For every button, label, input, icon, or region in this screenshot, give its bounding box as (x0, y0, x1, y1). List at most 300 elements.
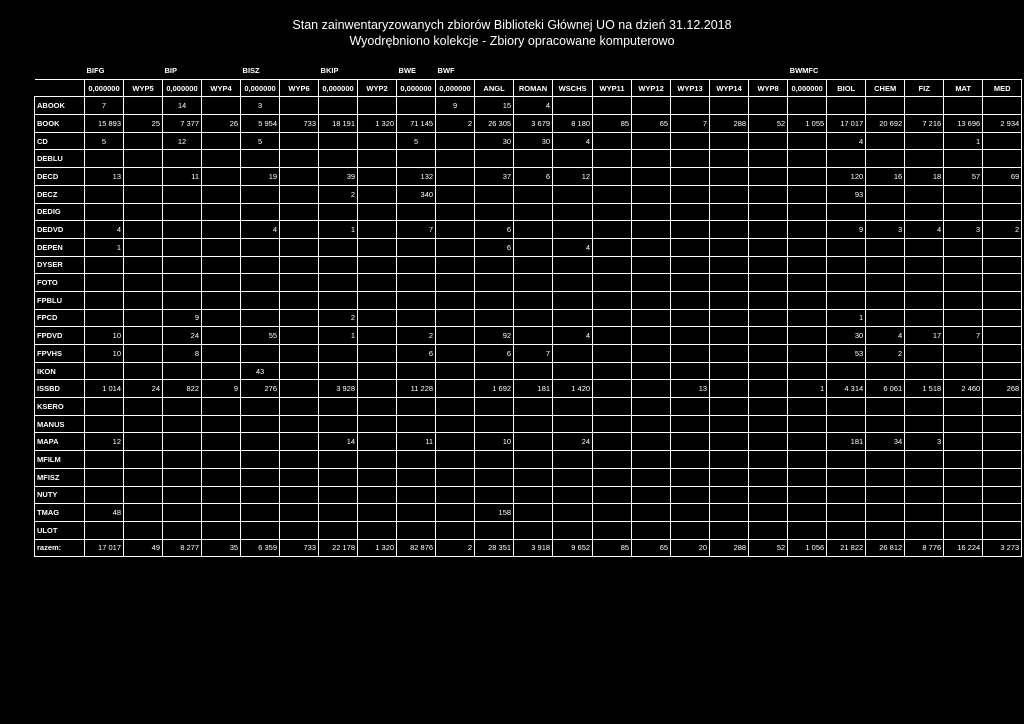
table-cell (632, 451, 671, 469)
table-cell (866, 468, 905, 486)
table-cell (671, 362, 710, 380)
table-cell: 30 (514, 132, 553, 150)
table-cell (280, 256, 319, 274)
table-cell (788, 398, 827, 416)
table-cell (124, 468, 163, 486)
table-cell (749, 274, 788, 292)
table-cell (124, 291, 163, 309)
table-cell (358, 238, 397, 256)
table-row (35, 203, 1022, 221)
row-label: MFISZ (35, 468, 85, 486)
table-cell (944, 185, 983, 203)
table-cell (983, 309, 1022, 327)
table-cell (593, 504, 632, 522)
table-cell: 13 (671, 380, 710, 398)
table-cell: 18 191 (319, 115, 358, 133)
table-cell (397, 398, 436, 416)
table-cell: 181 (514, 380, 553, 398)
table-cell (280, 451, 319, 469)
table-cell (436, 309, 475, 327)
table-cell (788, 97, 827, 115)
column-header-row (35, 79, 1022, 97)
table-cell (163, 203, 202, 221)
column-header: WYP8 (749, 79, 788, 97)
table-cell (632, 274, 671, 292)
table-cell (241, 150, 280, 168)
table-cell (593, 150, 632, 168)
group-header: BKIP (319, 62, 397, 79)
table-cell (436, 451, 475, 469)
table-cell (749, 309, 788, 327)
table-cell (397, 150, 436, 168)
table-cell: 48 (85, 504, 124, 522)
table-cell: 4 (827, 132, 866, 150)
column-header: CHEM (866, 79, 905, 97)
table-cell (905, 274, 944, 292)
row-label: DEDIG (35, 203, 85, 221)
table-cell (124, 504, 163, 522)
table-cell (788, 203, 827, 221)
table-cell: 21 822 (827, 539, 866, 557)
table-cell (397, 451, 436, 469)
table-cell (866, 415, 905, 433)
table-cell (944, 274, 983, 292)
row-label: TMAG (35, 504, 85, 522)
table-cell (85, 415, 124, 433)
table-cell: 12 (163, 132, 202, 150)
table-cell: 10 (85, 327, 124, 345)
table-cell (319, 415, 358, 433)
group-header-row (35, 62, 1022, 79)
table-row (35, 150, 1022, 168)
table-cell (85, 309, 124, 327)
row-label: BOOK (35, 115, 85, 133)
table-cell (436, 504, 475, 522)
table-cell (749, 415, 788, 433)
table-cell (280, 185, 319, 203)
table-cell (514, 486, 553, 504)
table-cell (358, 451, 397, 469)
table-cell (514, 433, 553, 451)
table-cell (319, 362, 358, 380)
table-cell (514, 398, 553, 416)
table-cell (553, 274, 593, 292)
table-cell (827, 415, 866, 433)
table-cell (280, 362, 319, 380)
table-cell: 5 (241, 132, 280, 150)
table-cell (241, 521, 280, 539)
table-cell (632, 345, 671, 363)
table-cell (905, 132, 944, 150)
table-cell: 1 (319, 221, 358, 239)
table-cell: 37 (475, 168, 514, 186)
table-cell: 35 (202, 539, 241, 557)
table-cell (788, 256, 827, 274)
table-cell (905, 345, 944, 363)
table-cell (749, 468, 788, 486)
table-cell: 1 320 (358, 539, 397, 557)
table-cell (866, 97, 905, 115)
table-cell (553, 256, 593, 274)
table-cell: 120 (827, 168, 866, 186)
row-label: ISSBD (35, 380, 85, 398)
row-label: DEBLU (35, 150, 85, 168)
table-cell: 7 (944, 327, 983, 345)
table-cell (397, 504, 436, 522)
table-cell: 4 (905, 221, 944, 239)
table-cell (319, 132, 358, 150)
table-cell (710, 97, 749, 115)
table-cell (632, 380, 671, 398)
table-cell (514, 238, 553, 256)
table-cell: 5 (397, 132, 436, 150)
table-cell (671, 132, 710, 150)
table-cell: 340 (397, 185, 436, 203)
table-cell (827, 274, 866, 292)
table-cell (358, 256, 397, 274)
table-cell (202, 451, 241, 469)
table-cell (671, 504, 710, 522)
table-cell (671, 291, 710, 309)
table-cell (280, 132, 319, 150)
table-cell (358, 327, 397, 345)
table-cell (202, 415, 241, 433)
table-cell (671, 327, 710, 345)
table-row (35, 256, 1022, 274)
table-cell (280, 168, 319, 186)
table-cell (124, 362, 163, 380)
table-cell: 93 (827, 185, 866, 203)
table-cell (827, 238, 866, 256)
row-label: DEPEN (35, 238, 85, 256)
table-cell (241, 291, 280, 309)
table-cell (671, 203, 710, 221)
table-cell (358, 504, 397, 522)
table-cell (710, 168, 749, 186)
table-cell (749, 521, 788, 539)
table-cell: 3 (866, 221, 905, 239)
table-cell (593, 185, 632, 203)
table-cell (202, 150, 241, 168)
column-header: WYP11 (593, 79, 632, 97)
table-cell (241, 309, 280, 327)
table-cell (85, 451, 124, 469)
table-cell (944, 362, 983, 380)
table-cell (202, 345, 241, 363)
table-cell (671, 168, 710, 186)
table-cell (241, 468, 280, 486)
table-cell (397, 486, 436, 504)
table-cell (475, 362, 514, 380)
table-cell: 4 314 (827, 380, 866, 398)
table-cell: 24 (553, 433, 593, 451)
table-cell (85, 468, 124, 486)
table-cell (280, 221, 319, 239)
table-cell (475, 486, 514, 504)
table-cell (710, 256, 749, 274)
column-header: ANGL (475, 79, 514, 97)
table-cell (124, 309, 163, 327)
table-cell: 3 679 (514, 115, 553, 133)
table-cell (436, 291, 475, 309)
column-header: WYP6 (280, 79, 319, 97)
table-cell (202, 362, 241, 380)
table-cell (241, 345, 280, 363)
table-cell (475, 185, 514, 203)
table-cell (827, 291, 866, 309)
table-cell (749, 433, 788, 451)
table-cell (202, 468, 241, 486)
table-cell (749, 451, 788, 469)
table-cell: 14 (163, 97, 202, 115)
table-cell (788, 521, 827, 539)
table-cell: 82 876 (397, 539, 436, 557)
table-cell (358, 274, 397, 292)
row-label: FPCD (35, 309, 85, 327)
table-cell (241, 486, 280, 504)
table-cell (827, 398, 866, 416)
group-header: BIFG (85, 62, 163, 79)
table-cell (788, 132, 827, 150)
row-label: KSERO (35, 398, 85, 416)
table-cell (124, 168, 163, 186)
table-cell (905, 203, 944, 221)
table-cell (163, 291, 202, 309)
table-cell (358, 468, 397, 486)
table-cell (905, 451, 944, 469)
table-cell (163, 521, 202, 539)
table-cell (710, 468, 749, 486)
table-cell (280, 345, 319, 363)
table-cell: 55 (241, 327, 280, 345)
table-cell (983, 521, 1022, 539)
column-header: WSCHS (553, 79, 593, 97)
table-cell (632, 185, 671, 203)
table-cell (241, 238, 280, 256)
row-label: FPDVD (35, 327, 85, 345)
table-cell (358, 203, 397, 221)
table-cell (788, 433, 827, 451)
column-header: 0,000000 (241, 79, 280, 97)
table-cell (514, 274, 553, 292)
table-cell (124, 398, 163, 416)
table-cell: 12 (85, 433, 124, 451)
table-cell (983, 203, 1022, 221)
table-cell: 3 273 (983, 539, 1022, 557)
table-cell (905, 256, 944, 274)
table-cell: 1 (85, 238, 124, 256)
table-cell (749, 97, 788, 115)
column-header: MAT (944, 79, 983, 97)
table-cell (319, 274, 358, 292)
table-cell (475, 451, 514, 469)
table-cell (124, 274, 163, 292)
table-cell (436, 168, 475, 186)
table-cell (749, 327, 788, 345)
table-cell (905, 309, 944, 327)
table-cell (788, 168, 827, 186)
table-cell (983, 451, 1022, 469)
table-cell: 26 305 (475, 115, 514, 133)
table-cell (671, 521, 710, 539)
table-cell (788, 150, 827, 168)
table-cell: 132 (397, 168, 436, 186)
table-cell (983, 291, 1022, 309)
table-cell (319, 150, 358, 168)
table-cell (124, 221, 163, 239)
table-row (35, 97, 1022, 115)
table-cell (358, 291, 397, 309)
table-cell (319, 291, 358, 309)
table-cell (202, 291, 241, 309)
table-cell (397, 203, 436, 221)
table-cell (280, 398, 319, 416)
table-cell (202, 238, 241, 256)
table-cell (280, 380, 319, 398)
table-cell (788, 327, 827, 345)
group-header-corner (35, 62, 85, 79)
column-header: WYP2 (358, 79, 397, 97)
table-cell (788, 468, 827, 486)
table-cell (866, 398, 905, 416)
table-cell (358, 362, 397, 380)
table-cell (514, 291, 553, 309)
table-cell (319, 238, 358, 256)
table-row (35, 398, 1022, 416)
table-cell (436, 380, 475, 398)
table-cell (553, 362, 593, 380)
table-cell (593, 486, 632, 504)
table-cell (553, 97, 593, 115)
table-cell: 1 (788, 380, 827, 398)
table-cell (788, 221, 827, 239)
table-cell (280, 203, 319, 221)
row-label: MANUS (35, 415, 85, 433)
table-cell (397, 468, 436, 486)
table-cell (280, 97, 319, 115)
table-cell (280, 327, 319, 345)
table-cell (632, 291, 671, 309)
group-header: BISZ (241, 62, 319, 79)
table-cell (358, 486, 397, 504)
table-cell (905, 238, 944, 256)
table-cell (749, 486, 788, 504)
table-cell: 1 (944, 132, 983, 150)
table-cell: 2 460 (944, 380, 983, 398)
table-cell (85, 291, 124, 309)
table-cell (475, 256, 514, 274)
table-cell: 11 228 (397, 380, 436, 398)
table-cell (866, 451, 905, 469)
table-cell (475, 415, 514, 433)
table-cell (319, 468, 358, 486)
table-cell (358, 380, 397, 398)
table-cell (710, 504, 749, 522)
table-cell (866, 291, 905, 309)
table-cell (944, 309, 983, 327)
table-cell (593, 521, 632, 539)
table-cell (436, 185, 475, 203)
table-cell (671, 468, 710, 486)
table-cell: 9 652 (553, 539, 593, 557)
table-cell (280, 238, 319, 256)
table-cell (85, 398, 124, 416)
table-cell: 34 (866, 433, 905, 451)
column-header: 0,000000 (397, 79, 436, 97)
row-label: IKON (35, 362, 85, 380)
table-cell (280, 521, 319, 539)
row-label: NUTY (35, 486, 85, 504)
table-cell (983, 345, 1022, 363)
table-cell (124, 150, 163, 168)
table-cell (866, 362, 905, 380)
table-cell: 16 224 (944, 539, 983, 557)
table-cell (397, 415, 436, 433)
table-row (35, 539, 1022, 557)
table-cell (749, 256, 788, 274)
table-cell (593, 398, 632, 416)
table-cell: 7 377 (163, 115, 202, 133)
table-cell: 1 014 (85, 380, 124, 398)
table-cell (827, 521, 866, 539)
table-cell (866, 504, 905, 522)
table-cell (710, 433, 749, 451)
table-cell (671, 486, 710, 504)
table-cell (632, 327, 671, 345)
table-cell (436, 521, 475, 539)
table-cell (944, 451, 983, 469)
column-header: 0,000000 (85, 79, 124, 97)
table-cell: 39 (319, 168, 358, 186)
table-cell (514, 521, 553, 539)
table-cell (866, 256, 905, 274)
column-header: WYP13 (671, 79, 710, 97)
table-cell (866, 132, 905, 150)
table-cell (202, 486, 241, 504)
table-cell: 12 (553, 168, 593, 186)
table-cell (788, 291, 827, 309)
table-cell (827, 203, 866, 221)
column-header: 0,000000 (788, 79, 827, 97)
table-cell: 30 (475, 132, 514, 150)
table-cell: 49 (124, 539, 163, 557)
table-cell (397, 97, 436, 115)
table-cell (124, 521, 163, 539)
table-cell (671, 274, 710, 292)
table-cell (749, 362, 788, 380)
table-cell: 1 420 (553, 380, 593, 398)
table-cell: 20 (671, 539, 710, 557)
table-cell: 1 320 (358, 115, 397, 133)
table-cell (866, 274, 905, 292)
table-row (35, 221, 1022, 239)
table-cell (866, 486, 905, 504)
column-header: ROMAN (514, 79, 553, 97)
table-cell: 733 (280, 539, 319, 557)
table-cell: 9 (163, 309, 202, 327)
table-cell (436, 486, 475, 504)
table-cell (944, 256, 983, 274)
table-cell (397, 291, 436, 309)
table-row (35, 415, 1022, 433)
row-label: FPVHS (35, 345, 85, 363)
table-cell: 3 (944, 221, 983, 239)
table-cell (983, 433, 1022, 451)
table-cell (202, 97, 241, 115)
table-cell: 733 (280, 115, 319, 133)
table-cell (983, 274, 1022, 292)
table-cell (358, 221, 397, 239)
